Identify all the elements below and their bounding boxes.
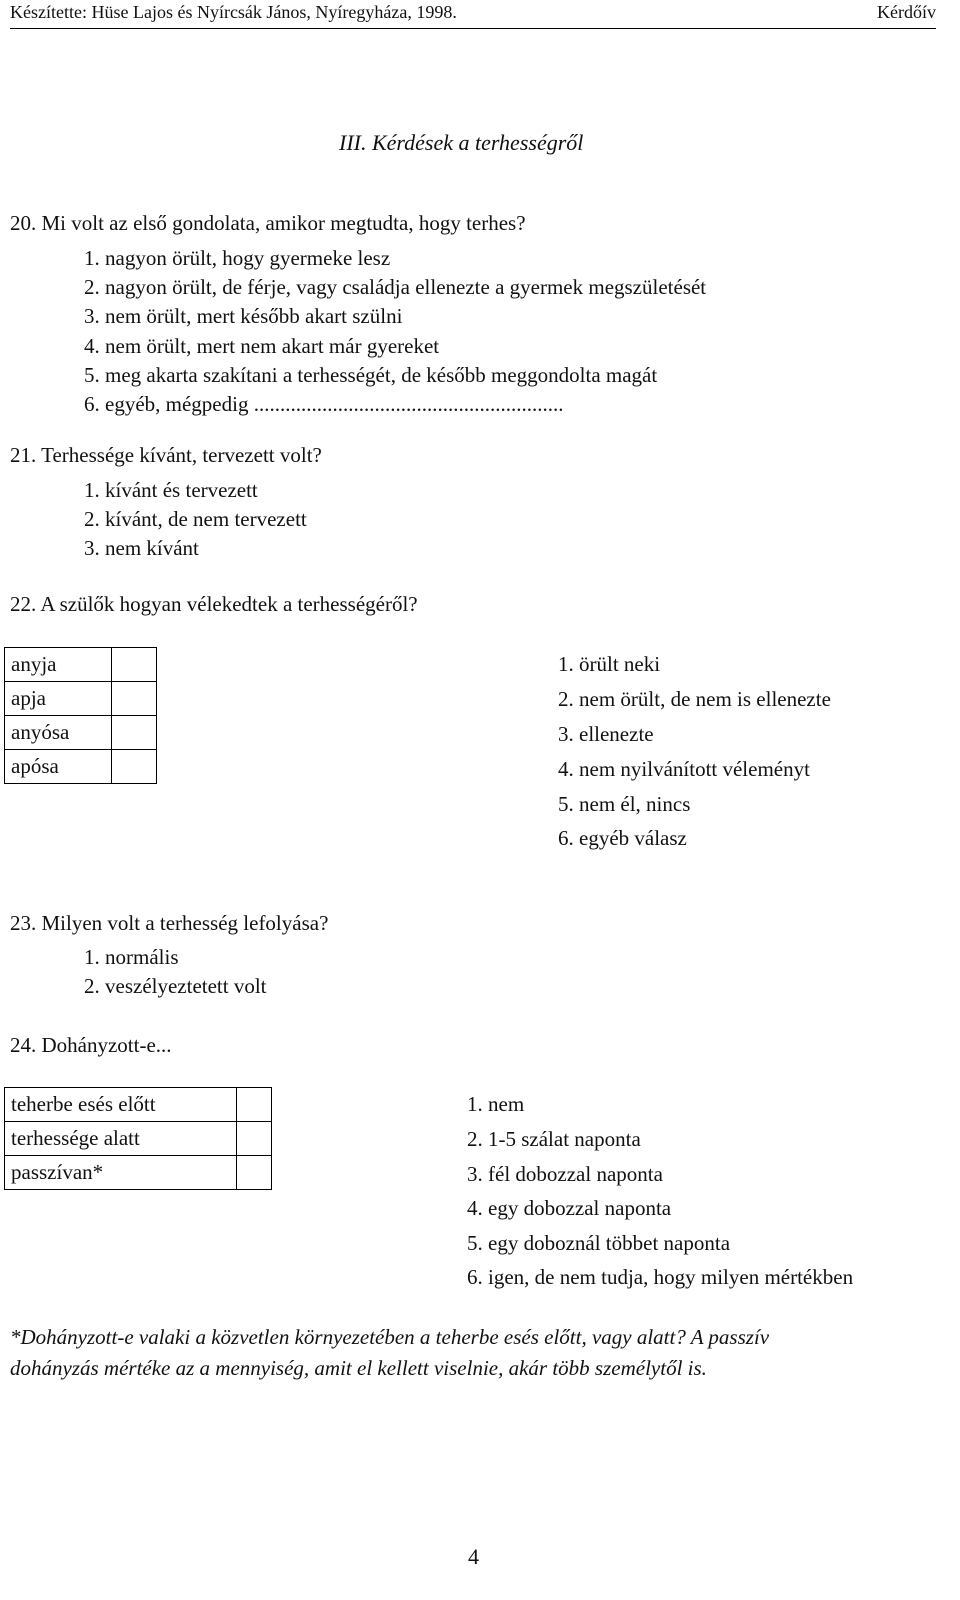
answer-box[interactable] (112, 716, 157, 750)
table-row (5, 648, 157, 682)
page-number: 4 (468, 1544, 479, 1569)
q22-option: 2. nem örült, de nem is ellenezte (558, 687, 831, 711)
header-right: Kérdőív (877, 2, 936, 22)
table-row (5, 1088, 272, 1122)
answer-box[interactable] (112, 648, 157, 682)
q22-option: 5. nem él, nincs (558, 792, 691, 816)
q22-option: 4. nem nyilvánított véleményt (558, 757, 810, 781)
row-label-anyja: anyja (5, 648, 112, 682)
q23-option: 2. veszélyeztetett volt (84, 974, 267, 998)
table-row (5, 1156, 272, 1190)
answer-box[interactable] (237, 1088, 272, 1122)
q24-option: 5. egy doboznál többet naponta (467, 1231, 731, 1255)
question-24: 24. Dohányzott-e... (10, 1033, 172, 1057)
section-title: III. Kérdések a terhességről (339, 130, 584, 155)
answer-box[interactable] (237, 1122, 272, 1156)
q24-option: 2. 1-5 szálat naponta (467, 1127, 641, 1151)
q21-option: 1. kívánt és tervezett (84, 478, 258, 502)
answer-box[interactable] (237, 1156, 272, 1190)
q24-option: 6. igen, de nem tudja, hogy milyen mértékben (467, 1265, 854, 1289)
q20-option: 4. nem örült, mert nem akart már gyereket (84, 334, 440, 358)
header-rule (10, 28, 936, 29)
question-20: 20. Mi volt az első gondolata, amikor megtudta, hogy terhes? (10, 211, 526, 235)
q20-option: 3. nem örült, mert később akart szülni (84, 304, 403, 328)
question-23: 23. Milyen volt a terhesség lefolyása? (10, 911, 329, 935)
q24-option: 1. nem (467, 1092, 525, 1116)
row-label-during-pregnancy: terhessége alatt (5, 1122, 237, 1156)
question-22: 22. A szülők hogyan vélekedtek a terhességéről? (10, 592, 418, 616)
q24-smoking-table (4, 1087, 272, 1190)
q20-option: 6. egyéb, mégpedig ........................................................... (84, 392, 564, 416)
q20-option: 2. nagyon örült, de férje, vagy családja ellenezte a gyermek megszületését (84, 275, 707, 299)
row-label-apja: apja (5, 682, 112, 716)
table-row (5, 716, 157, 750)
row-label-aposa: apósa (5, 750, 112, 784)
q22-parents-table (4, 647, 157, 784)
question-21: 21. Terhessége kívánt, tervezett volt? (10, 443, 322, 467)
q24-option: 3. fél dobozzal naponta (467, 1162, 663, 1186)
q22-option: 6. egyéb válasz (558, 826, 687, 850)
table-row (5, 682, 157, 716)
row-label-anyosa: anyósa (5, 716, 112, 750)
q20-option: 1. nagyon örült, hogy gyermeke lesz (84, 246, 391, 270)
answer-box[interactable] (112, 682, 157, 716)
q22-option: 3. ellenezte (558, 722, 654, 746)
footnote-line-1: *Dohányzott-e valaki a közvetlen környezetében a teherbe esés előtt, vagy alatt? A passzív (10, 1325, 770, 1349)
q21-option: 2. kívánt, de nem tervezett (84, 507, 307, 531)
q24-option: 4. egy dobozzal naponta (467, 1196, 672, 1220)
q23-option: 1. normális (84, 945, 179, 969)
table-row (5, 750, 157, 784)
row-label-passive: passzívan* (5, 1156, 237, 1190)
table-row (5, 1122, 272, 1156)
q22-option: 1. örült neki (558, 652, 661, 676)
q20-option: 5. meg akarta szakítani a terhességét, de később meggondolta magát (84, 363, 658, 387)
row-label-before-pregnancy: teherbe esés előtt (5, 1088, 237, 1122)
header-left: Készítette: Hüse Lajos és Nyírcsák János, Nyíregyháza, 1998. (10, 2, 457, 22)
answer-box[interactable] (112, 750, 157, 784)
q21-option: 3. nem kívánt (84, 536, 199, 560)
footnote-line-2: dohányzás mértéke az a mennyiség, amit el kellett viselnie, akár több személytől is. (10, 1356, 707, 1380)
